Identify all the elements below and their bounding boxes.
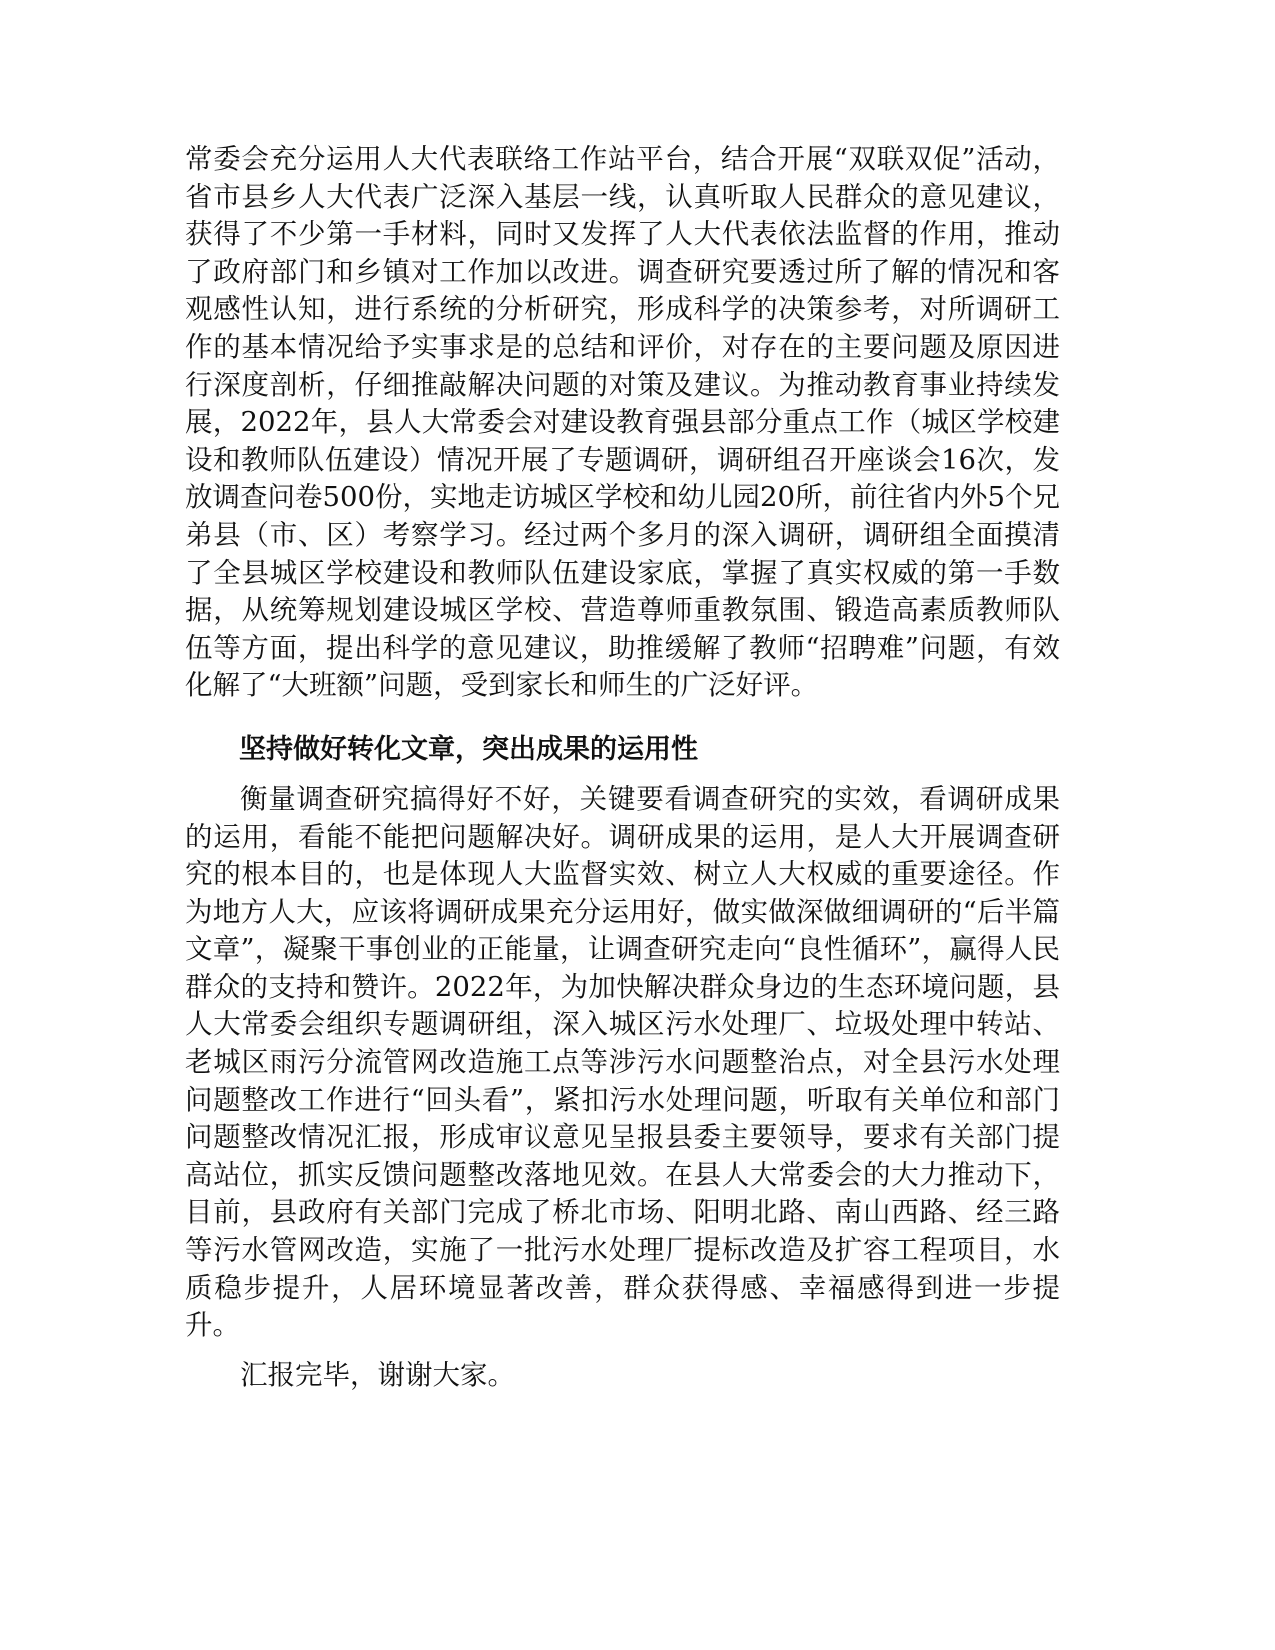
body-paragraph: 衡量调查研究搞得好不好，关键要看调查研究的实效，看调研成果的运用，看能不能把问题解决好。调研成果的运用，是人大开展调查研究的根本目的，也是体现人大监督实效、树立人大权威的重要途径。作为地方人大，应该将调研成果充分运用好，做实做深做细调研的“后半篇文章”，凝聚干事创业的正能量，让调查研究走向“良性循环”，赢得人民群众的支持和赞许。2022年，为加快解决群众身边的生态环境问题，县人大常委会组织专题调研组，深入城区污水处理厂、垃圾处理中转站、老城区雨污分流管网改造施工点等涉污水问题整治点，对全县污水处理问题整改工作进行“回头看”，紧扣污水处理问题，听取有关单位和部门问题整改情况汇报，形成审议意见呈报县委主要领导，要求有关部门提高站位，抓实反馈问题整改落地见效。在县人大常委会的大力推动下，目前，县政府有关部门完成了桥北市场、阳明北路、南山西路、经三路等污水管网改造，实施了一批污水处理厂提标改造及扩容工程项目，水质稳步提升，人居环境显著改善，群众获得感、幸福感得到进一步提升。 bbox=[185, 782, 1060, 1342]
document-page bbox=[185, 141, 1060, 1394]
section-heading: 坚持做好转化文章，突出成果的运用性 bbox=[239, 733, 698, 765]
closing-line: 汇报完毕，谢谢大家。 bbox=[240, 1358, 515, 1391]
body-paragraph: 常委会充分运用人大代表联络工作站平台，结合开展“双联双促”活动，省市县乡人大代表广泛深入基层一线，认真听取人民群众的意见建议，获得了不少第一手材料，同时又发挥了人大代表依法监督的作用，推动了政府部门和乡镇对工作加以改进。调查研究要透过所了解的情况和客观感性认知，进行系统的分析研究，形成科学的决策参考，对所调研工作的基本情况给予实事求是的总结和评价，对存在的主要问题及原因进行深度剖析，仔细推敲解决问题的对策及建议。为推动教育事业持续发展，2022年，县人大常委会对建设教育强县部分重点工作（城区学校建设和教师队伍建设）情况开展了专题调研，调研组召开座谈会16次，发放调查问卷500份，实地走访城区学校和幼儿园20所，前往省内外5个兄弟县（市、区）考察学习。经过两个多月的深入调研，调研组全面摸清了全县城区学校建设和教师队伍建设家底，掌握了真实权威的第一手数据，从统筹规划建设城区学校、营造尊师重教氛围、锻造高素质教师队伍等方面，提出科学的意见建议，助推缓解了教师“招聘难”问题，有效化解了“大班额”问题，受到家长和师生的广泛好评。 bbox=[185, 143, 1060, 702]
paragraph-spacer bbox=[185, 705, 1060, 717]
